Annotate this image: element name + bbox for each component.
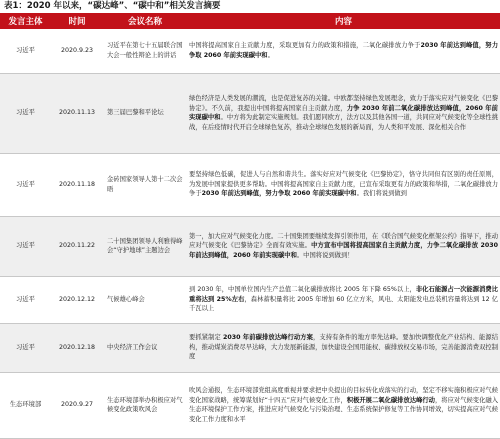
content-cell [187,73,500,153]
content-highlight: 力争 2030 年前二氧化碳排放达到峰值，2060 年前实现碳中和 [189,104,498,121]
content-cell [187,153,500,216]
content-text: 要坚持绿色低碳，促进人与自然和谐共生。落实好应对气候变化《巴黎协定》，恪守共同但有区别的责任原则，为发展中国家提供更多帮助。中国将提高国家自主贡献力度，已宣布采取更有力的政策和举措，二氧化碳排放力争于 [189,171,498,198]
date-cell: 2020.9.27 [51,372,103,438]
content-highlight: 2030 年前碳排放达峰行动方案 [223,334,314,342]
subject-cell: 习近平 [0,276,51,323]
date-cell: 2020.11.22 [51,216,103,276]
content-text: 到 2030 年，中国单位国内生产总值二氧化碳排放将比 2005 年下降 65%以上， [189,286,416,294]
subject-cell: 生态环境部 [0,372,51,438]
meeting-cell: 二十国集团领导人利雅得峰会“守护地球”主题边会 [103,216,187,276]
table-header-row [0,13,500,29]
table-row [0,73,500,153]
meeting-cell: 第三届巴黎和平论坛 [103,73,187,153]
content-cell [187,323,500,372]
column-header-content: 内容 [187,13,500,29]
date-cell: 2020.9.23 [51,29,103,73]
subject-cell: 习近平 [0,216,51,276]
content-cell [187,216,500,276]
subject-cell: 习近平 [0,73,51,153]
table-row [0,216,500,276]
meeting-cell: 中央经济工作会议 [103,323,187,372]
content-text: 。中国将说到做到！ [296,251,354,259]
table-row [0,372,500,438]
content-text: 吹风会通报，生态环境部党组高度重视并要求把中央提出的目标转化成落实的行动，坚定不移实施积极应对气候变化国家战略，统筹谋划好“十四五”应对气候变化工作， [189,387,498,404]
content-text: 。我们将说到做到 [356,190,407,198]
content-highlight: 非化石能源占一次能源消费比重将达到 25%左右 [189,286,499,303]
content-text: 第一，加大应对气候变化力度。二十国集团要继续发挥引领作用，在《联合国气候变化框架公约》指导下，推动应对气候变化《巴黎协定》全面有效实施。 [189,232,498,250]
content-highlight: 2030 年前达到峰值，努力争取 2060 年前实现碳中和 [189,42,499,59]
content-text: 中国将提高国家自主贡献力度，采取更加有力的政策和措施，二氧化碳排放力争于 [189,42,421,50]
meeting-cell: 生态环境部举办积极应对气候变化政策吹风会 [103,372,187,438]
subject-cell: 习近平 [0,153,51,216]
table-row [0,153,500,216]
content-text: ，将应对气候变化融入生态环境保护工作方案，推进应对气候变化与污染治理、生态系统保护修复等工作协同增效，切实提高应对气候变化工作力度和水平 [189,396,498,423]
date-cell: 2020.12.18 [51,323,103,372]
content-text: 绿色经济是人类发展的潮流，也是促进复苏的关键。中欧都坚持绿色发展理念，致力于落实应对气候变化《巴黎协定》。不久前，我提出中国将提高国家自主贡献力度， [189,95,498,112]
meeting-cell: 金砖国家领导人第十二次会晤 [103,153,187,216]
content-text: ，森林蓄积量将比 2005 年增加 60 亿立方米，风电、太阳能发电总装机容量将达到 12 亿千瓦以上 [189,295,499,313]
content-text: ，支持有条件的地方率先达峰。要加快调整优化产业结构、能源结构，推动煤炭消费尽早达峰，大力发展新能源，加快建设全国用能权、碳排放权交易市场，完善能源消费双控制度 [189,334,499,361]
content-cell [187,29,500,73]
content-highlight: 积极开展二氧化碳排放达峰行动 [346,396,435,404]
table-row [0,276,500,323]
content-text: 。中方将为此制定实施规划。我们愿同欧方，法方以及其他各国一道，共同应对气候变化等全球性挑战，在后疫情时代开启全球绿色复苏，推动全球绿色发展的新局面，为人类和平发展、深化相关合作 [189,114,499,131]
meeting-cell: 习近平在第七十五届联合国大会一般性辩论上的讲话 [103,29,187,73]
table-row [0,323,500,372]
column-header-date: 时间 [51,13,103,29]
content-text: 。 [267,51,274,59]
content-highlight: 2030 年前达到峰值，努力争取 2060 年前实现碳中和 [201,190,357,198]
column-header-meeting: 会议名称 [103,13,187,29]
meeting-cell: 气候雄心峰会 [103,276,187,323]
column-header-subject: 发言主体 [0,13,51,29]
date-cell: 2020.11.18 [51,153,103,216]
content-text: 要抓紧制定 [189,334,223,342]
content-cell [187,276,500,323]
subject-cell: 习近平 [0,323,51,372]
date-cell: 2020.12.12 [51,276,103,323]
subject-cell: 习近平 [0,29,51,73]
content-highlight: 中方宣布中国将提高国家自主贡献力度，力争二氧化碳排放 2030 年前达到峰值，2060 年前实现碳中和 [189,242,499,259]
table-row [0,29,500,73]
table-caption: 表1：2020 年以来，“碳达峰”、“碳中和”相关发言摘要 [4,1,221,11]
date-cell: 2020.11.13 [51,73,103,153]
statement-table [0,13,500,439]
content-cell [187,372,500,438]
